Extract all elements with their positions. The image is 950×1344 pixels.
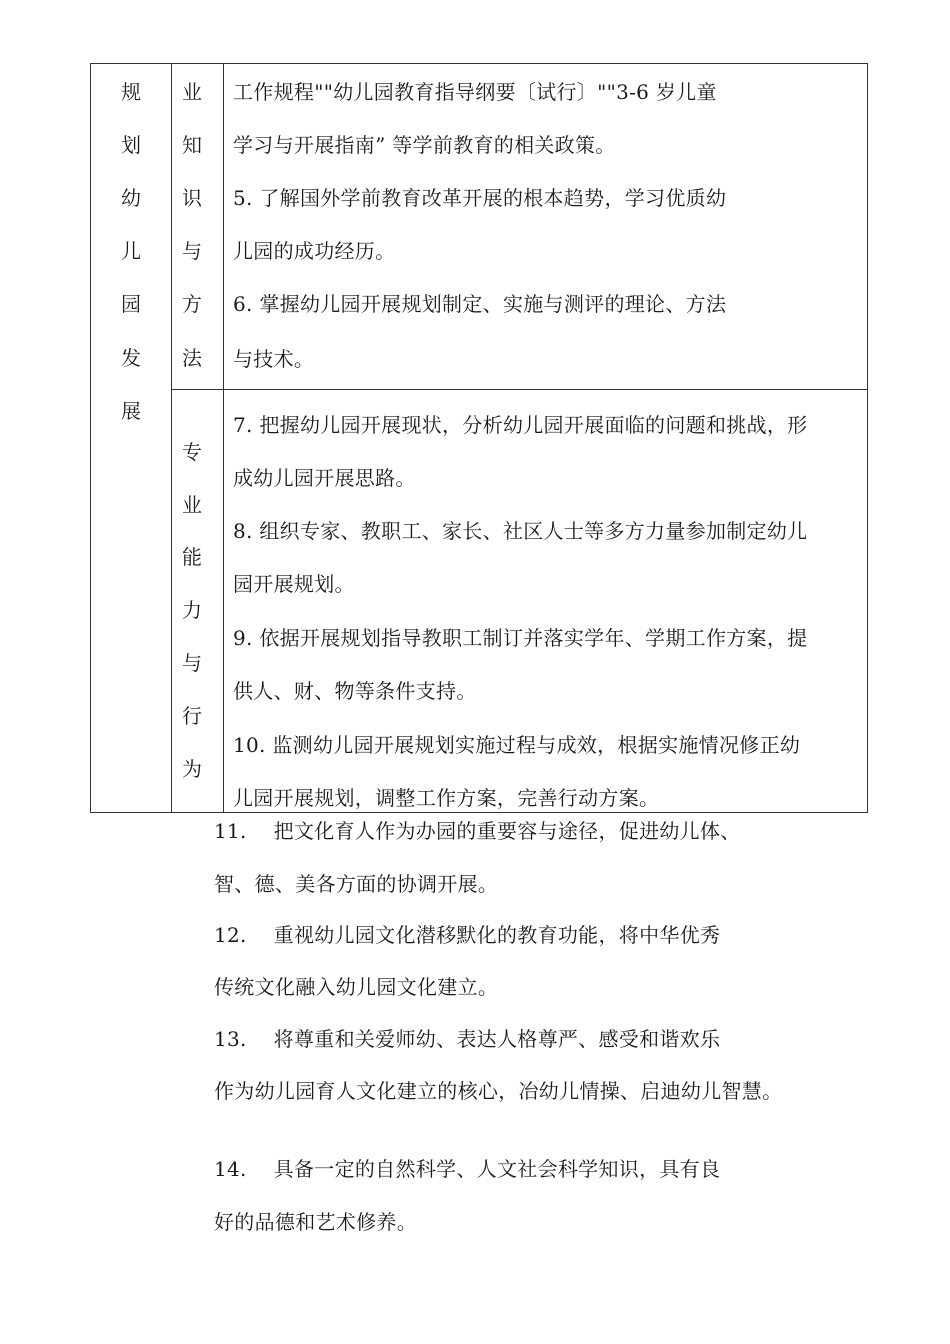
column-divider-1 (171, 64, 172, 812)
table-text-line: 成幼儿园开展思路。 (233, 466, 416, 490)
col1-char: 发 (121, 346, 141, 370)
col2-top-char: 知 (182, 133, 202, 157)
col2-top-char: 方 (182, 292, 202, 316)
col1-char: 园 (121, 292, 141, 316)
table-text-line: 学习与开展指南” 等学前教育的相关政策。 (233, 133, 616, 157)
column-divider-2 (223, 64, 224, 812)
col2-bottom-char: 力 (182, 598, 202, 622)
standards-table (90, 63, 868, 813)
col2-top-char: 业 (182, 80, 202, 104)
table-text-line: 6. 掌握幼儿园开展规划制定、实施与测评的理论、方法 (233, 292, 727, 316)
col1-char: 划 (121, 133, 141, 157)
col1-char: 儿 (121, 239, 141, 263)
col2-bottom-char: 行 (182, 704, 202, 728)
col1-char: 幼 (121, 186, 141, 210)
table-text-line: 5. 了解国外学前教育改革开展的根本趋势，学习优质幼 (233, 186, 727, 210)
table-text-line: 与技术。 (233, 347, 315, 371)
col2-bottom-char: 专 (182, 440, 202, 464)
table-text-line: 9. 依据开展规划指导教职工制订并落实学年、学期工作方案，提 (233, 626, 808, 650)
body-text-line: 传统文化融入幼儿园文化建立。 (214, 975, 499, 999)
body-text-line: 智、德、美各方面的协调开展。 (214, 872, 499, 896)
col2-top-char: 识 (182, 186, 202, 210)
col1-char: 规 (121, 80, 141, 104)
col2-bottom-char: 业 (182, 493, 202, 517)
table-text-line: 供人、财、物等条件支持。 (233, 679, 477, 703)
body-text-line: 11. 把文化育人作为办园的重要容与途径，促进幼儿体、 (214, 819, 741, 843)
row-divider (171, 389, 867, 390)
body-text-line: 14. 具备一定的自然科学、人文社会科学知识，具有良 (214, 1157, 721, 1181)
table-text-line: 8. 组织专家、教职工、家长、社区人士等多方力量参加制定幼儿 (233, 519, 808, 543)
table-text-line: 10. 监测幼儿园开展规划实施过程与成效，根据实施情况修正幼 (233, 733, 801, 757)
body-text-line: 作为幼儿园育人文化建立的核心，冶幼儿情操、启迪幼儿智慧。 (214, 1079, 783, 1103)
col1-char: 展 (121, 399, 141, 423)
table-text-line: 园开展规划。 (233, 572, 355, 596)
col2-bottom-char: 为 (182, 757, 202, 781)
body-text-line: 13. 将尊重和关爱师幼、表达人格尊严、感受和谐欢乐 (214, 1027, 721, 1051)
col2-top-char: 与 (182, 239, 202, 263)
table-text-line: 儿园的成功经历。 (233, 239, 396, 263)
col2-top-char: 法 (182, 346, 202, 370)
col2-bottom-char: 与 (182, 651, 202, 675)
body-text-line: 好的品德和艺术修养。 (214, 1210, 417, 1234)
table-text-line: 工作规程""幼儿园教育指导纲要〔试行〕""3-6 岁儿童 (233, 80, 717, 104)
col2-bottom-char: 能 (182, 545, 202, 569)
table-text-line: 儿园开展规划，调整工作方案，完善行动方案。 (233, 786, 660, 810)
body-text-line: 12. 重视幼儿园文化潜移默化的教育功能，将中华优秀 (214, 923, 721, 947)
table-text-line: 7. 把握幼儿园开展现状，分析幼儿园开展面临的问题和挑战，形 (233, 413, 808, 437)
